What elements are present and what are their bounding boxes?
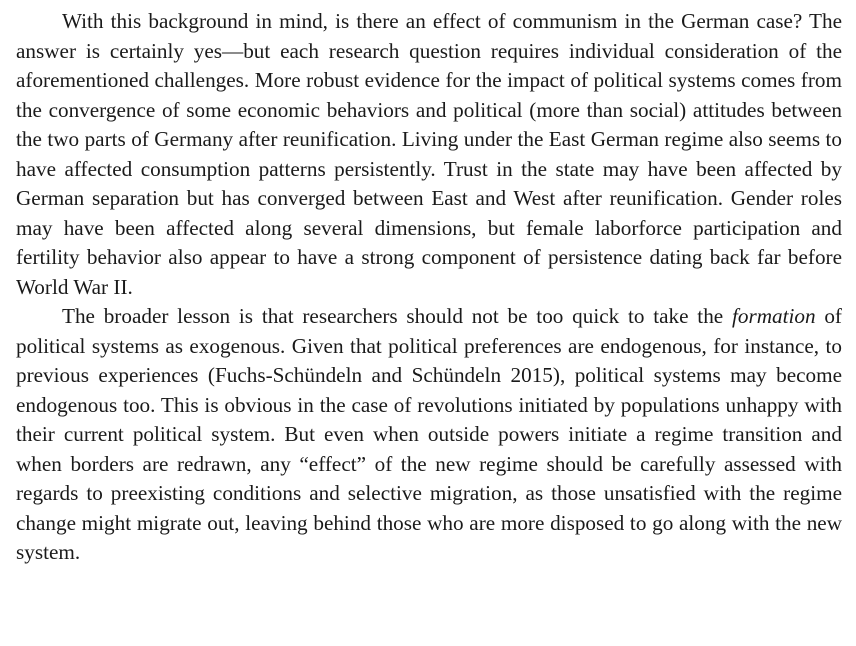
paragraph-1-text: With this background in mind, is there an effect of communism in the German case? The answer is certainly yes—but each research question requires individual consideration of the aforementioned challenges. More robust evidence for the impact of political systems comes from the convergence of some economic behaviors and political (more than social) attitudes between the two parts of Germany after reunification. Living under the East German regime also seems to have affected consumption patterns persistently. Trust in the state may have been affected by German separation but has converged between East and West after reunification. Gender roles may have been affected along several dimensions, but female laborforce participation and fertility behavior also appear to have a strong component of persistence dating back far before World War II. [16,9,842,299]
paragraph-2-text-start: The broader lesson is that researchers should not be too quick to take the [62,304,732,328]
paragraph-1 [16,7,842,302]
emphasized-term-formation: formation [731,304,816,328]
paragraph-2 [16,302,842,568]
document-page [16,7,842,568]
paragraph-2-text-rest: of political systems as exogenous. Given that political preferences are endogenous, for instance, to previous experiences (Fuchs-Schündeln and Schündeln 2015), political systems may become endogenous too. This is obvious in the case of revolutions initiated by populations unhappy with their current political system. But even when outside powers initiate a regime transition and when borders are redrawn, any “effect” of the new regime should be carefully assessed with regards to preexisting conditions and selective migration, as those unsatisfied with the regime change might migrate out, leaving behind those who are more disposed to go along with the new system. [16,304,842,564]
